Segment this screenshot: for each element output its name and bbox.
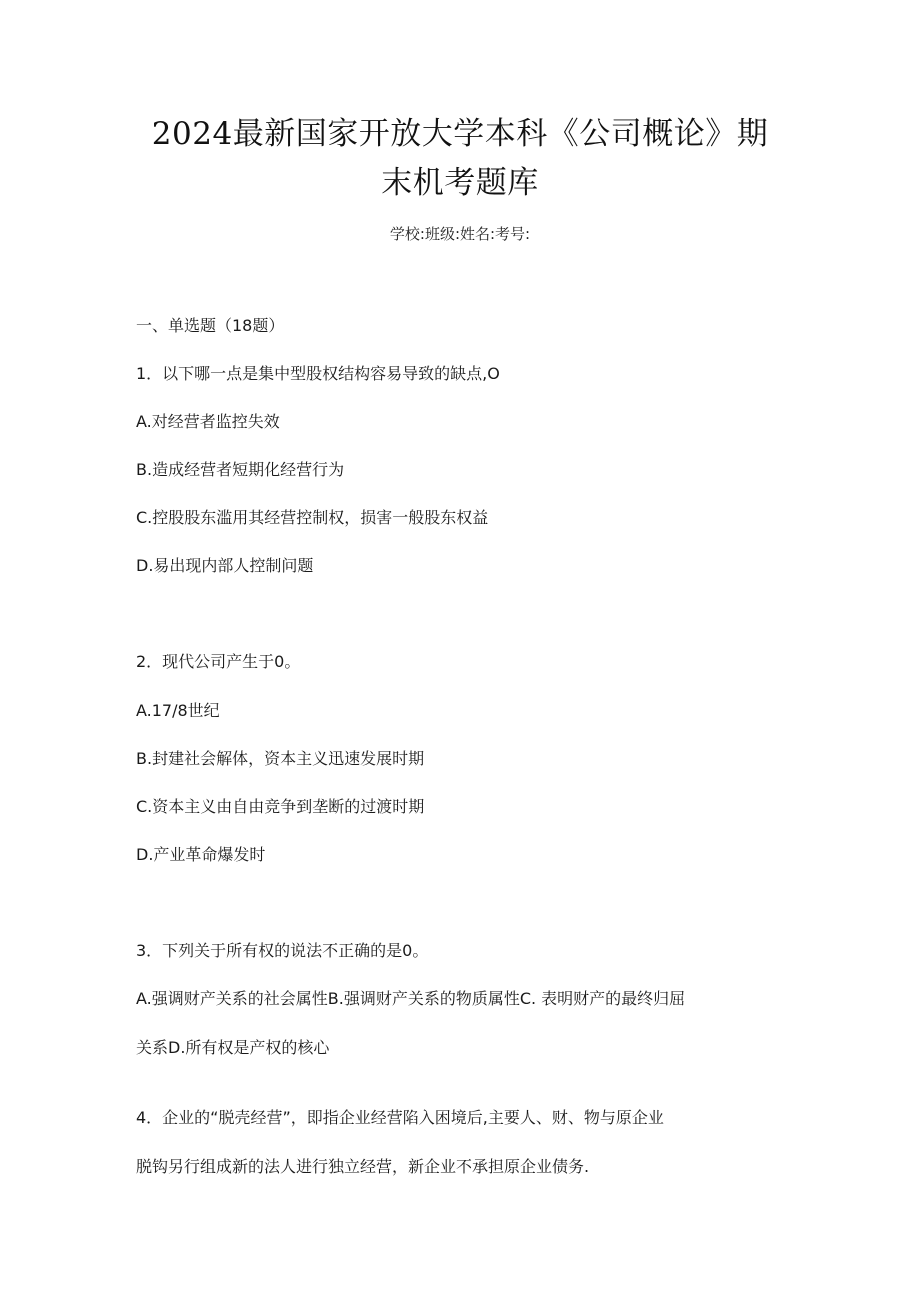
document-title-line-2: 末机考题库: [381, 165, 539, 201]
question-2-option-b: B.封建社会解体，资本主义迅速发展时期: [136, 749, 425, 768]
question-2-stem: 2．现代公司产生于0。: [136, 652, 301, 671]
question-3-stem: 3．下列关于所有权的说法不正确的是0。: [136, 941, 429, 960]
document-title-line-1: 2024最新国家开放大学本科《公司概论》期: [151, 116, 769, 152]
question-1-option-c: C.控股股东滥用其经营控制权，损害一般股东权益: [136, 508, 489, 527]
question-1-option-a: A.对经营者监控失效: [136, 412, 280, 431]
question-1-option-d: D.易出现内部人控制问题: [136, 556, 314, 575]
question-2-option-d: D.产业革命爆发时: [136, 845, 266, 864]
question-1-option-b: B.造成经营者短期化经营行为: [136, 460, 345, 479]
question-4-text-line-1: 脱钩另行组成新的法人进行独立经营，新企业不承担原企业债务.: [136, 1157, 590, 1176]
section-heading: 一、单选题（18题）: [136, 316, 285, 335]
question-3-options-line-1: A.强调财产关系的社会属性B.强调财产关系的物质属性C. 表明财产的最终归屈: [136, 989, 686, 1008]
question-4-stem: 4．企业的“脱壳经营”，即指企业经营陷入困境后,主要人、财、物与原企业: [136, 1108, 664, 1127]
question-3-options-line-2: 关系D.所有权是产权的核心: [136, 1038, 330, 1057]
question-2-option-a: A.17/8世纪: [136, 701, 220, 720]
question-2-option-c: C.资本主义由自由竞争到垄断的过渡时期: [136, 797, 425, 816]
student-info-line: 学校:班级:姓名:考号:: [389, 225, 531, 243]
question-1-stem: 1．以下哪一点是集中型股权结构容易导致的缺点,O: [136, 364, 500, 383]
